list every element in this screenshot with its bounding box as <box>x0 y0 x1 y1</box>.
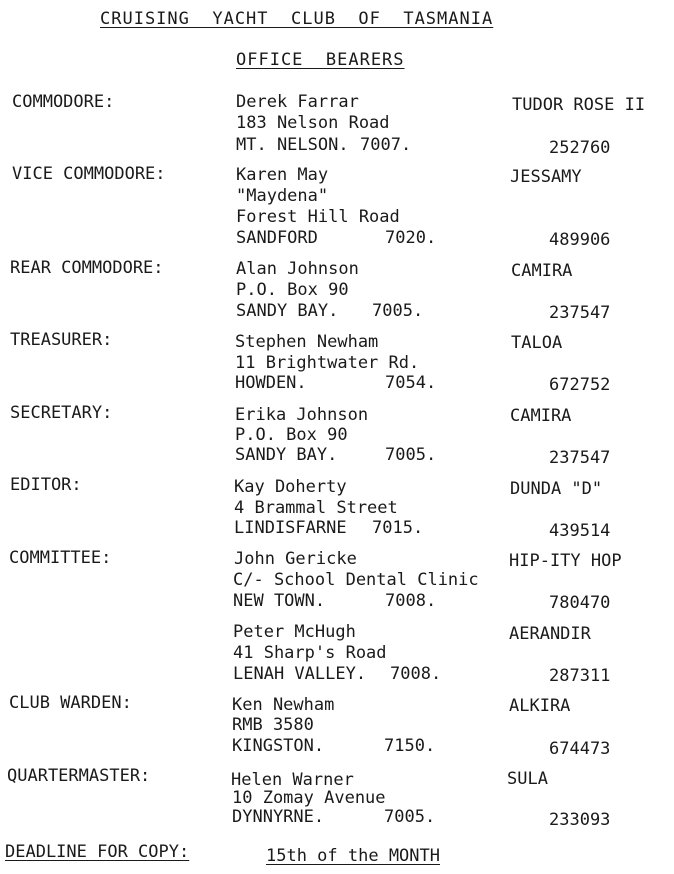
address-line: 10 Zomay Avenue <box>232 788 386 808</box>
member-name: Karen May <box>236 165 329 185</box>
postcode: 7008. <box>385 591 437 611</box>
member-name: Kay Doherty <box>234 477 347 497</box>
postcode: 7150. <box>384 736 436 756</box>
postcode: 7005. <box>372 301 424 321</box>
role-label: QUARTERMASTER: <box>7 766 151 786</box>
phone-number: 439514 <box>549 521 611 541</box>
city: SANDY BAY. <box>235 445 338 465</box>
city: MT. NELSON. <box>236 135 349 155</box>
deadline-value: 15th of the MONTH <box>266 846 440 866</box>
role-label: REAR COMMODORE: <box>10 258 164 278</box>
city: HOWDEN. <box>235 373 307 393</box>
address-line: 183 Nelson Road <box>236 113 390 133</box>
address-line: RMB 3580 <box>232 715 314 735</box>
city: NEW TOWN. <box>233 591 326 611</box>
member-name: Peter McHugh <box>233 622 356 642</box>
role-label: COMMITTEE: <box>9 548 112 568</box>
city: LENAH VALLEY. <box>233 664 367 684</box>
yacht-name: TALOA <box>511 333 563 353</box>
page-title: CRUISING YACHT CLUB OF TASMANIA <box>100 9 494 29</box>
member-name: Derek Farrar <box>236 92 359 112</box>
phone-number: 489906 <box>549 230 611 250</box>
address-line: 11 Brightwater Rd. <box>235 353 420 373</box>
address-line: Forest Hill Road <box>236 207 400 227</box>
deadline-label: DEADLINE FOR COPY: <box>5 842 190 862</box>
address-line: C/- School Dental Clinic <box>233 570 479 590</box>
postcode: 7007. <box>360 135 412 155</box>
address-line: P.O. Box 90 <box>235 425 348 445</box>
member-name: Helen Warner <box>231 770 354 790</box>
postcode: 7020. <box>385 228 437 248</box>
phone-number: 780470 <box>549 593 611 613</box>
postcode: 7005. <box>385 445 437 465</box>
postcode: 7054. <box>385 373 437 393</box>
yacht-name: CAMIRA <box>511 261 573 281</box>
yacht-name: HIP-ITY HOP <box>509 551 622 571</box>
role-label: SECRETARY: <box>10 403 113 423</box>
phone-number: 252760 <box>549 138 611 158</box>
phone-number: 674473 <box>549 739 611 759</box>
yacht-name: CAMIRA <box>510 406 572 426</box>
role-label: TREASURER: <box>10 330 113 350</box>
city: KINGSTON. <box>232 736 325 756</box>
city: LINDISFARNE <box>234 518 347 538</box>
phone-number: 287311 <box>549 666 611 686</box>
role-label: COMMODORE: <box>12 92 115 112</box>
address-line: 41 Sharp's Road <box>233 643 387 663</box>
phone-number: 237547 <box>549 303 611 323</box>
yacht-name: SULA <box>507 769 548 789</box>
yacht-name: TUDOR ROSE II <box>512 95 646 115</box>
page-subtitle: OFFICE BEARERS <box>236 50 405 70</box>
phone-number: 237547 <box>549 448 611 468</box>
member-name: John Gericke <box>234 549 357 569</box>
city: SANDY BAY. <box>236 301 339 321</box>
address-line: 4 Brammal Street <box>234 498 398 518</box>
yacht-name: JESSAMY <box>510 167 582 187</box>
phone-number: 233093 <box>549 810 611 830</box>
role-label: CLUB WARDEN: <box>9 693 132 713</box>
postcode: 7005. <box>384 807 436 827</box>
postcode: 7008. <box>390 664 442 684</box>
city: SANDFORD <box>236 228 318 248</box>
address-line: P.O. Box 90 <box>236 280 349 300</box>
role-label: VICE COMMODORE: <box>12 164 166 184</box>
member-name: Alan Johnson <box>236 259 359 279</box>
postcode: 7015. <box>372 518 424 538</box>
member-name: Erika Johnson <box>235 405 369 425</box>
member-name: Ken Newham <box>232 695 335 715</box>
phone-number: 672752 <box>549 375 611 395</box>
yacht-name: ALKIRA <box>509 696 571 716</box>
address-line: "Maydena" <box>236 186 329 206</box>
member-name: Stephen Newham <box>235 332 379 352</box>
role-label: EDITOR: <box>10 475 82 495</box>
city: DYNNYRNE. <box>232 807 325 827</box>
yacht-name: DUNDA "D" <box>510 479 603 499</box>
yacht-name: AERANDIR <box>509 624 591 644</box>
